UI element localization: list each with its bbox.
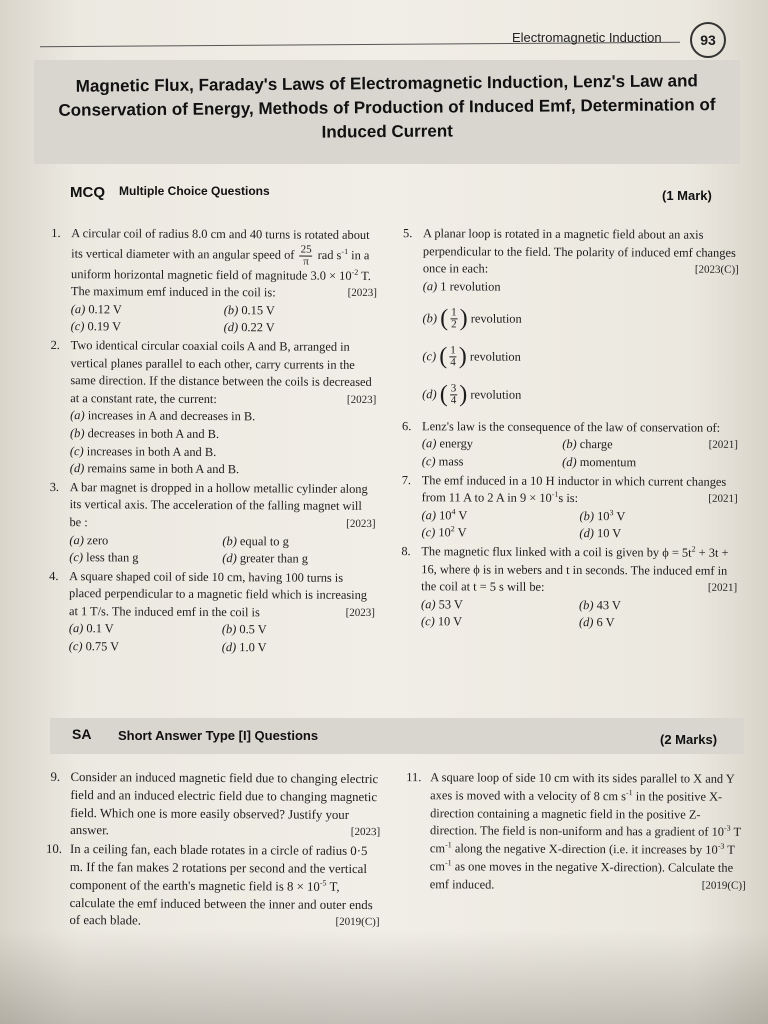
fraction-numerator: 25 bbox=[300, 243, 312, 256]
option-text: mass bbox=[438, 454, 464, 469]
year-tag: [2021] bbox=[708, 492, 738, 506]
option-a[interactable] bbox=[71, 301, 224, 320]
option-b[interactable] bbox=[222, 533, 375, 552]
option-label: (a) bbox=[422, 279, 438, 294]
option-text: 0.15 V bbox=[241, 302, 275, 318]
option-label: (d) bbox=[222, 551, 237, 566]
option-label: (a) bbox=[421, 596, 436, 612]
option-a[interactable] bbox=[69, 621, 222, 640]
question-number: 1. bbox=[51, 226, 61, 241]
option-label: (d) bbox=[422, 387, 437, 402]
option-text: 0.1 V bbox=[86, 621, 114, 636]
year-tag: [2023] bbox=[346, 517, 376, 530]
fraction-denominator: π bbox=[303, 255, 309, 268]
sa-marks: (2 Marks) bbox=[660, 732, 718, 747]
fraction bbox=[449, 346, 457, 369]
option-c[interactable] bbox=[421, 525, 579, 543]
question-1 bbox=[51, 225, 378, 338]
question-number: 10. bbox=[45, 842, 63, 857]
year-tag: [2021] bbox=[707, 581, 738, 595]
option-text: 43 V bbox=[596, 597, 621, 612]
option-text: 0.22 V bbox=[241, 320, 275, 335]
options bbox=[69, 532, 375, 569]
sa-right-column bbox=[406, 769, 747, 896]
question-10 bbox=[45, 841, 380, 932]
superscript: -1 bbox=[444, 858, 452, 868]
question-text: rad s bbox=[317, 247, 342, 262]
question-text: as one moves in the negative X-direction). Calculate the emf induced. bbox=[429, 859, 734, 892]
question-2 bbox=[50, 337, 377, 480]
superscript: 3 bbox=[609, 507, 614, 517]
chapter-section-title: Magnetic Flux, Faraday's Laws of Electromagnetic Induction, Lenz's Law and Conservation of Energy, Methods of Production of Induced Emf, Determination of Induced Current bbox=[58, 71, 716, 142]
option-a[interactable] bbox=[70, 407, 376, 426]
sa-left-column bbox=[45, 769, 381, 933]
options bbox=[70, 407, 376, 479]
option-a[interactable] bbox=[69, 532, 222, 551]
option-b[interactable] bbox=[579, 508, 737, 526]
option-label: (a) bbox=[68, 621, 84, 636]
running-title: Electromagnetic Induction bbox=[512, 30, 662, 45]
question-9 bbox=[50, 769, 380, 842]
page-number: 93 bbox=[690, 22, 726, 58]
question-number: 9. bbox=[50, 769, 61, 784]
option-label: (d) bbox=[69, 461, 85, 476]
option-b[interactable] bbox=[579, 597, 737, 615]
option-label: (c) bbox=[69, 550, 84, 565]
option-c[interactable] bbox=[70, 443, 376, 462]
question-text: A circular coil of radius 8.0 cm and 40 turns is rotated about its vertical diameter with an angular speed of bbox=[71, 226, 370, 262]
option-text: 6 V bbox=[596, 615, 615, 630]
option-text: revolution bbox=[469, 349, 521, 364]
mcq-marks: (1 Mark) bbox=[662, 188, 712, 203]
option-d[interactable] bbox=[579, 614, 737, 632]
option-label: (d) bbox=[578, 615, 594, 630]
option-label: (c) bbox=[68, 639, 83, 654]
mcq-tag: MCQ bbox=[70, 184, 105, 201]
option-text: charge bbox=[579, 437, 613, 452]
option-text: 10 bbox=[438, 525, 451, 540]
question-text: Two identical circular coaxial coils A and B, arranged in vertical planes parallel to each other, carry currents in the same direction. If the distance between the coils is decreased at a constant rate, the current: bbox=[70, 338, 372, 406]
option-d[interactable] bbox=[562, 454, 702, 472]
question-number: 3. bbox=[49, 479, 60, 494]
question-number: 6. bbox=[401, 418, 412, 433]
option-d[interactable] bbox=[70, 460, 376, 479]
option-text: 0.19 V bbox=[87, 319, 122, 334]
year-tag: [2023] bbox=[347, 287, 377, 300]
option-unit: V bbox=[616, 508, 626, 524]
question-text: The magnetic flux linked with a coil is given by ϕ = 5t bbox=[421, 544, 692, 560]
superscript: -1 bbox=[341, 246, 349, 256]
question-6 bbox=[402, 418, 738, 473]
paren-open: ( bbox=[439, 343, 448, 370]
question-number: 4. bbox=[49, 568, 59, 583]
option-label: (b) bbox=[221, 622, 237, 637]
options bbox=[422, 436, 703, 473]
option-text: 1.0 V bbox=[239, 640, 267, 655]
option-text: 53 V bbox=[438, 597, 463, 612]
option-text: decreases in both A and B. bbox=[87, 426, 220, 441]
question-number: 11. bbox=[406, 770, 422, 785]
sa-section-title: Short Answer Type [I] Questions bbox=[118, 728, 319, 743]
superscript: 4 bbox=[451, 507, 456, 517]
option-text: increases in A and decreases in B. bbox=[87, 408, 256, 424]
question-text: in the positive X-direction containing a magnetic field in the positive Z-direction. The field is non-uniform and has a gradient of 10 bbox=[429, 789, 725, 840]
option-text: remains same in both A and B. bbox=[87, 461, 240, 477]
year-tag: [2023] bbox=[346, 393, 377, 406]
option-a[interactable] bbox=[422, 436, 562, 454]
year-tag: [2023] bbox=[345, 606, 375, 619]
option-text: greater than g bbox=[239, 551, 309, 566]
fraction-numerator: 3 bbox=[450, 382, 457, 395]
option-label: (c) bbox=[421, 525, 436, 540]
option-label: (c) bbox=[69, 443, 84, 458]
option-c[interactable] bbox=[422, 338, 738, 378]
question-text: A bar magnet is dropped in a hollow metallic cylinder along its vertical axis. The acceleration of the falling magnet will be : bbox=[69, 479, 368, 530]
option-label: (d) bbox=[223, 320, 239, 335]
question-5 bbox=[402, 225, 739, 416]
superscript: -1 bbox=[551, 489, 559, 499]
option-b[interactable] bbox=[562, 436, 702, 454]
option-label: (c) bbox=[421, 454, 436, 469]
options bbox=[421, 507, 737, 544]
year-tag: [2023(C)] bbox=[694, 263, 739, 277]
question-text: T. The maximum emf induced in the coil is: bbox=[70, 268, 371, 300]
sa-tag: SA bbox=[72, 726, 92, 742]
paren-close: ) bbox=[459, 381, 468, 408]
question-text: A square shaped coil of side 10 cm, having 100 turns is placed perpendicular to a magnetic field which is increasing at 1 T/s. The induced emf in the coil is bbox=[68, 568, 368, 620]
page-shadow bbox=[0, 930, 768, 1024]
option-label: (b) bbox=[222, 533, 237, 548]
option-label: (b) bbox=[562, 437, 577, 452]
question-number: 5. bbox=[402, 226, 413, 241]
question-number: 2. bbox=[50, 337, 60, 353]
option-label: (b) bbox=[579, 597, 594, 612]
option-a[interactable] bbox=[421, 507, 579, 525]
option-d[interactable] bbox=[579, 525, 737, 543]
options bbox=[421, 596, 737, 633]
question-text: The emf induced in a 10 H inductor in which current changes from 11 A to 2 A in 9 × 10 bbox=[421, 472, 727, 506]
paren-open: ( bbox=[439, 381, 448, 408]
question-text: A planar loop is rotated in a magnetic field about an axis perpendicular to the field. The polarity of induced emf changes once in each: bbox=[422, 226, 736, 276]
option-label: (b) bbox=[223, 302, 239, 317]
option-a[interactable] bbox=[423, 278, 739, 302]
option-text: 0.75 V bbox=[85, 639, 120, 654]
options bbox=[69, 621, 375, 658]
option-text: energy bbox=[439, 436, 474, 451]
question-text: T cm bbox=[429, 842, 735, 874]
option-d[interactable] bbox=[222, 639, 375, 658]
option-label: (a) bbox=[70, 301, 86, 316]
option-label: (d) bbox=[221, 640, 237, 655]
option-label: (b) bbox=[70, 426, 85, 441]
option-b[interactable] bbox=[422, 300, 738, 340]
question-number: 7. bbox=[401, 472, 412, 487]
option-b[interactable] bbox=[222, 622, 375, 641]
option-b[interactable] bbox=[224, 302, 377, 321]
question-text: + 3t + 16, where ϕ is in webers and t in seconds. The induced emf in the coil at t = 5 s will be: bbox=[421, 545, 729, 594]
question-3 bbox=[49, 479, 376, 569]
superscript: -1 bbox=[626, 787, 633, 797]
year-tag: [2023] bbox=[350, 826, 381, 839]
fraction-denominator: 4 bbox=[450, 394, 457, 407]
fraction bbox=[450, 308, 458, 331]
superscript: -3 bbox=[717, 841, 725, 851]
option-label: (a) bbox=[70, 408, 85, 423]
question-text: A square loop of side 10 cm with its sides parallel to X and Y axes is moved with a velocity of 8 cm s bbox=[430, 770, 735, 804]
superscript: -3 bbox=[723, 824, 731, 834]
fraction bbox=[450, 384, 458, 407]
year-tag: [2021] bbox=[708, 439, 738, 452]
question-8 bbox=[401, 543, 737, 633]
question-7 bbox=[401, 472, 737, 544]
options bbox=[71, 301, 377, 338]
option-b[interactable] bbox=[70, 425, 376, 444]
option-label: (c) bbox=[422, 349, 437, 364]
option-label: (b) bbox=[579, 508, 595, 523]
paren-open: ( bbox=[440, 305, 449, 332]
fraction-numerator: 1 bbox=[451, 306, 457, 319]
option-d[interactable] bbox=[222, 550, 375, 569]
option-unit: V bbox=[457, 525, 467, 540]
option-text: increases in both A and B. bbox=[86, 443, 217, 459]
option-d[interactable] bbox=[224, 319, 377, 338]
question-number: 8. bbox=[401, 544, 411, 559]
year-tag: [2019(C)] bbox=[701, 879, 746, 892]
mcq-right-column bbox=[401, 225, 739, 634]
superscript: 2 bbox=[691, 544, 696, 554]
option-text: momentum bbox=[579, 455, 637, 470]
mcq-section-title: Multiple Choice Questions bbox=[119, 184, 270, 198]
paren-close: ) bbox=[459, 305, 468, 332]
option-text: 10 V bbox=[596, 526, 622, 541]
question-text: T cm bbox=[429, 825, 741, 856]
question-4 bbox=[49, 568, 376, 658]
option-text: 10 bbox=[439, 508, 452, 523]
option-unit: V bbox=[458, 508, 468, 523]
option-label: (a) bbox=[69, 532, 84, 547]
superscript: 2 bbox=[450, 524, 455, 534]
question-text: in a uniform horizontal magnetic field of magnitude 3.0 × 10 bbox=[70, 247, 370, 283]
question-text: T, calculate the emf induced between the inner and outer ends of each blade. bbox=[69, 879, 373, 928]
fraction-denominator: 4 bbox=[450, 356, 456, 369]
option-label: (a) bbox=[421, 507, 437, 523]
option-label: (b) bbox=[422, 311, 438, 326]
year-tag: [2019(C)] bbox=[335, 916, 380, 929]
option-c[interactable] bbox=[69, 638, 222, 657]
fraction bbox=[299, 244, 312, 267]
question-text: s is: bbox=[558, 491, 579, 506]
option-label: (c) bbox=[420, 614, 435, 629]
option-label: (d) bbox=[562, 454, 577, 470]
option-c[interactable] bbox=[71, 319, 224, 338]
option-c[interactable] bbox=[422, 453, 562, 471]
option-text: revolution bbox=[470, 387, 522, 402]
option-text: less than g bbox=[86, 550, 139, 565]
option-text: 0.5 V bbox=[239, 622, 267, 637]
option-label: (d) bbox=[579, 526, 594, 541]
question-text: In a ceiling fan, each blade rotates in a circle of radius 0·5 m. If the fan makes 2 rotations per second and the vertical component of the earth's magnetic field is 8 × 10 bbox=[69, 842, 368, 894]
fraction-numerator: 1 bbox=[450, 344, 456, 357]
option-text: 0.12 V bbox=[88, 302, 122, 317]
option-text: revolution bbox=[470, 311, 522, 326]
paren-close: ) bbox=[458, 343, 467, 370]
option-a[interactable] bbox=[421, 596, 579, 614]
question-text: along the negative X-direction (i.e. it increases by 10 bbox=[454, 841, 718, 857]
option-c[interactable] bbox=[69, 549, 222, 568]
option-c[interactable] bbox=[421, 614, 579, 632]
option-text: zero bbox=[86, 532, 109, 547]
option-text: 1 revolution bbox=[440, 279, 501, 294]
question-text: Consider an induced magnetic field due to changing electric field and an induced electric field due to changing magnetic field. Which one is more easily observed? Justify your answer. bbox=[70, 769, 379, 838]
option-text: 10 bbox=[597, 508, 610, 523]
superscript: -5 bbox=[319, 878, 327, 888]
option-d[interactable] bbox=[422, 376, 738, 416]
question-text: Lenz's law is the consequence of the law of conservation of: bbox=[421, 419, 721, 435]
superscript: -1 bbox=[445, 840, 452, 850]
question-11 bbox=[406, 769, 747, 895]
fraction-denominator: 2 bbox=[451, 318, 457, 331]
option-text: 10 V bbox=[437, 614, 463, 629]
option-text: equal to g bbox=[239, 533, 289, 548]
superscript: -2 bbox=[351, 267, 359, 277]
option-label: (a) bbox=[421, 436, 437, 451]
mcq-left-column bbox=[49, 225, 378, 659]
option-label: (c) bbox=[70, 319, 85, 334]
